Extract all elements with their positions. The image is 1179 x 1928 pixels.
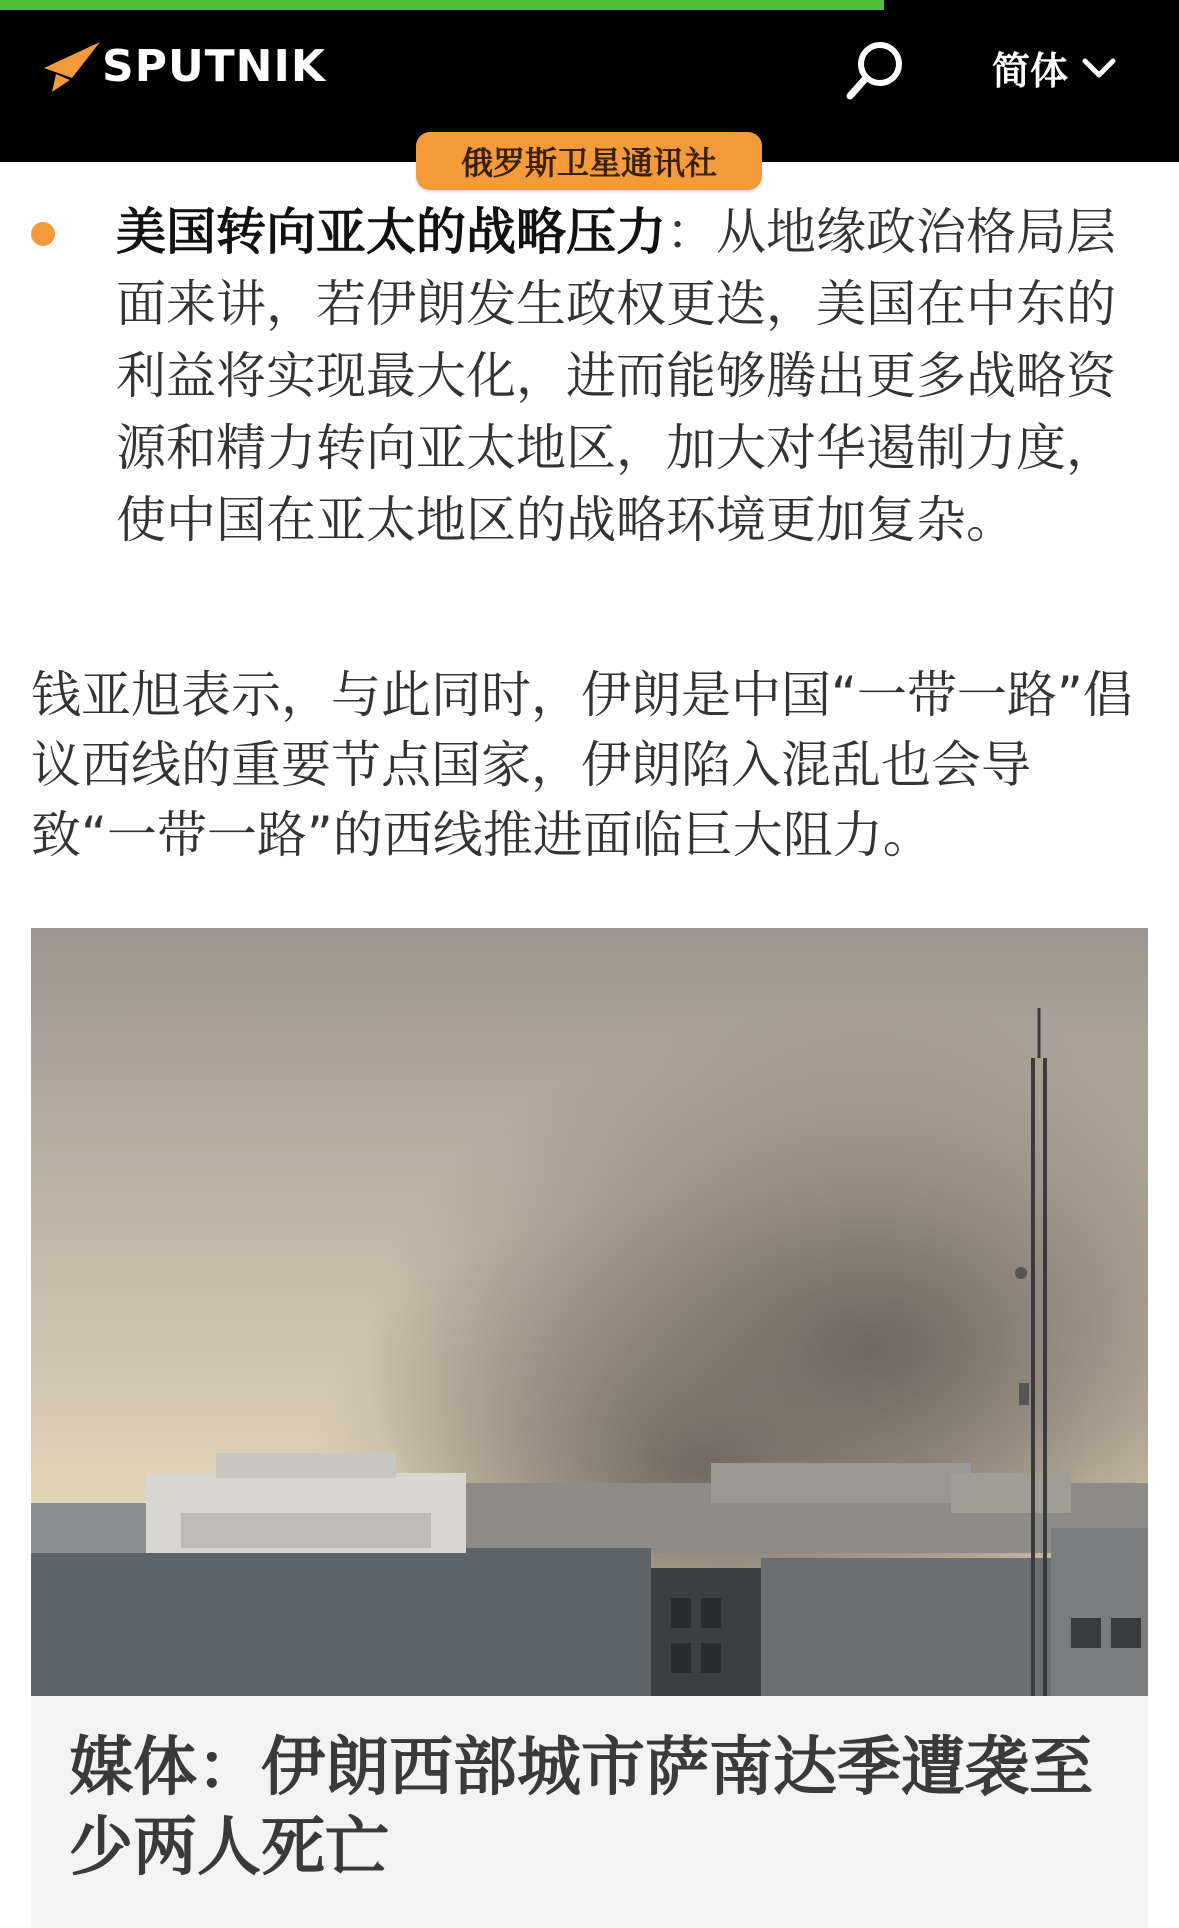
language-label: 简体: [992, 49, 1069, 93]
logo-text: SPUTNIK: [102, 40, 326, 92]
sputnik-logo-icon: [42, 38, 102, 94]
reading-progress-fill: [0, 0, 884, 10]
bullet-title: 美国转向亚太的战略压力: [116, 203, 666, 261]
bullet-separator: ：: [666, 203, 716, 261]
article-paragraph: 钱亚旭表示，与此同时，伊朗是中国“一带一路”倡议西线的重要节点国家，伊朗陷入混乱也会导致“一带一路”的西线推进面临巨大阻力。: [31, 666, 1133, 864]
search-button[interactable]: [842, 38, 908, 104]
related-article-title: 媒体：伊朗西部城市萨南达季遭袭至少两人死亡: [69, 1731, 1093, 1885]
bullet-point-icon: [31, 222, 55, 246]
reading-progress-bar: [0, 0, 1179, 10]
language-selector[interactable]: [992, 40, 1116, 95]
related-article-image: [31, 928, 1148, 1696]
source-badge-label: 俄罗斯卫星通讯社: [460, 144, 717, 182]
bullet-item: [116, 196, 1146, 556]
chevron-down-icon: [1082, 57, 1116, 79]
related-article-card[interactable]: [31, 928, 1148, 1928]
source-badge: [416, 132, 762, 190]
sputnik-logo[interactable]: [42, 38, 326, 94]
search-icon: [842, 38, 908, 104]
bullet-body: 从地缘政治格局层面来讲，若伊朗发生政权更迭，美国在中东的利益将实现最大化，进而能够腾出更多战略资源和精力转向亚太地区，加大对华遏制力度，使中国在亚太地区的战略环境更加复杂。: [116, 203, 1116, 549]
